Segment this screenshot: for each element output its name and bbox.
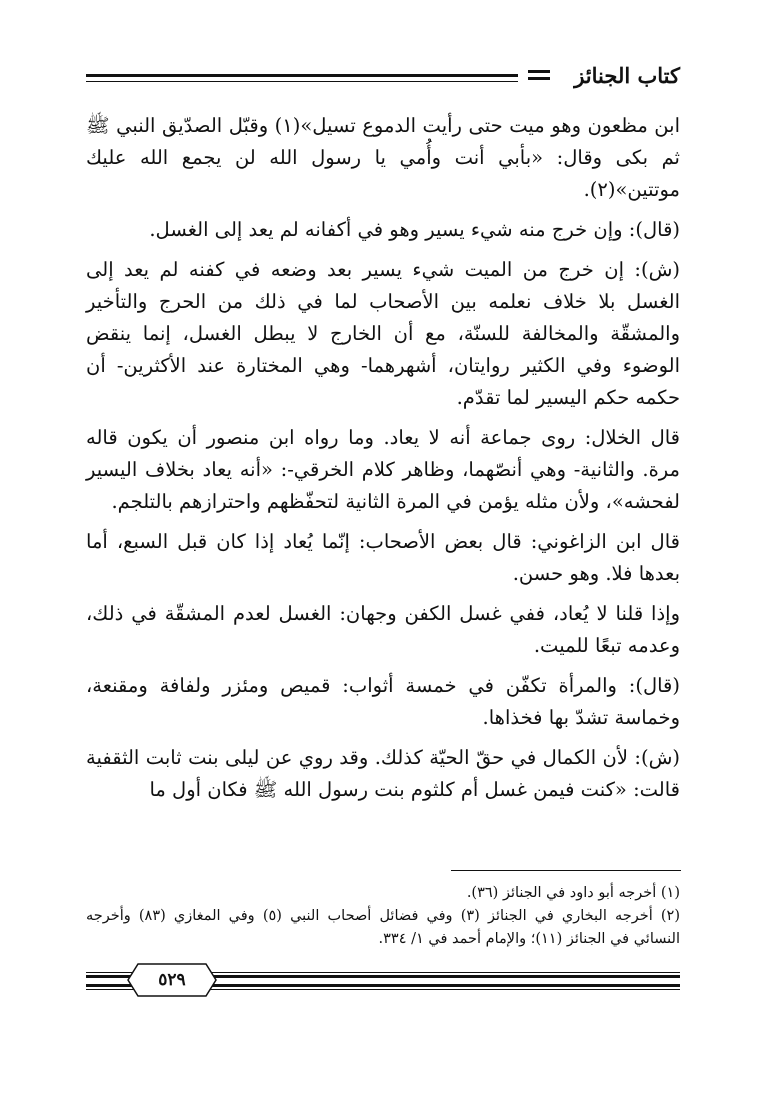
footnote: (٢) أخرجه البخاري في الجنائز (٣) وفي فضائل أصحاب النبي (٥) وفي المغازي (٨٣) وأخرجه النسائي في الجنائز (١١)؛ والإمام أحمد في ١/ ٣٣٤. [86, 908, 681, 947]
paragraph: وإذا قلنا لا يُعاد، ففي غسل الكفن وجهان: الغسل لعدم المشقّة في ذلك، وعدمه تبعًا للميت. [86, 602, 680, 657]
main-text [86, 110, 680, 814]
paragraph: (قال): والمرأة تكفّن في خمسة أثواب: قميص ومئزر ولفافة ومقنعة، وخماسة تشدّ بها فخذاها. [86, 674, 680, 729]
header-ornament-icon [528, 70, 550, 80]
running-header-title: كتاب الجنائز [574, 63, 680, 88]
page-number-badge [126, 962, 218, 998]
paragraph: قال ابن الزاغوني: قال بعض الأصحاب: إنّما يُعاد إذا كان قبل السبع، أما بعدها فلا. وهو حسن. [86, 530, 680, 585]
running-header [86, 62, 680, 92]
paragraph: قال الخلال: روى جماعة أنه لا يعاد. وما رواه ابن منصور أن يكون قاله مرة. والثانية- وهي أنصّهما، وظاهر كلام الخرقي-: «أنه يعاد بخلاف اليسير لفحشه»، ولأن مثله يؤمن في المرة الثانية لتحفّظهم واحترازهم بالتلجم. [86, 426, 680, 513]
paragraph: (ش): إن خرج من الميت شيء يسير بعد وضعه في كفنه لم يعد إلى الغسل بلا خلاف نعلمه بين الأصحاب لما في ذلك من الحرج والتأخير والمشقّة والمخالفة للسنّة، مع أن الخارج لا يبطل الغسل، إنما ينقض الوضوء وفي الكثير روايتان، أشهرهما- وهي المختارة عند الأكثرين- أن حكمه حكم اليسير لما تقدّم. [86, 258, 680, 409]
page-footer [86, 962, 680, 1002]
paragraph: ابن مظعون وهو ميت حتى رأيت الدموع تسيل»(١) وقبّل الصدّيق النبي ﷺ ثم بكى وقال: «بأبي أنت وأُمي يا رسول الله لن يجمع الله عليك موتتين»(٢). [86, 114, 680, 201]
header-rule [86, 74, 518, 82]
footnote: (١) أخرجه أبو داود في الجنائز (٣٦). [466, 885, 680, 901]
footnotes [86, 882, 680, 951]
paragraph: (ش): لأن الكمال في حقّ الحيّة كذلك. وقد روي عن ليلى بنت ثابت الثقفية قالت: «كنت فيمن غسل أم كلثوم بنت رسول الله ﷺ فكان أول ما [86, 746, 680, 801]
page-number: ٥٢٩ [158, 970, 186, 990]
footnote-separator [451, 870, 681, 871]
paragraph: (قال): وإن خرج منه شيء يسير وهو في أكفانه لم يعد إلى الغسل. [149, 218, 680, 241]
